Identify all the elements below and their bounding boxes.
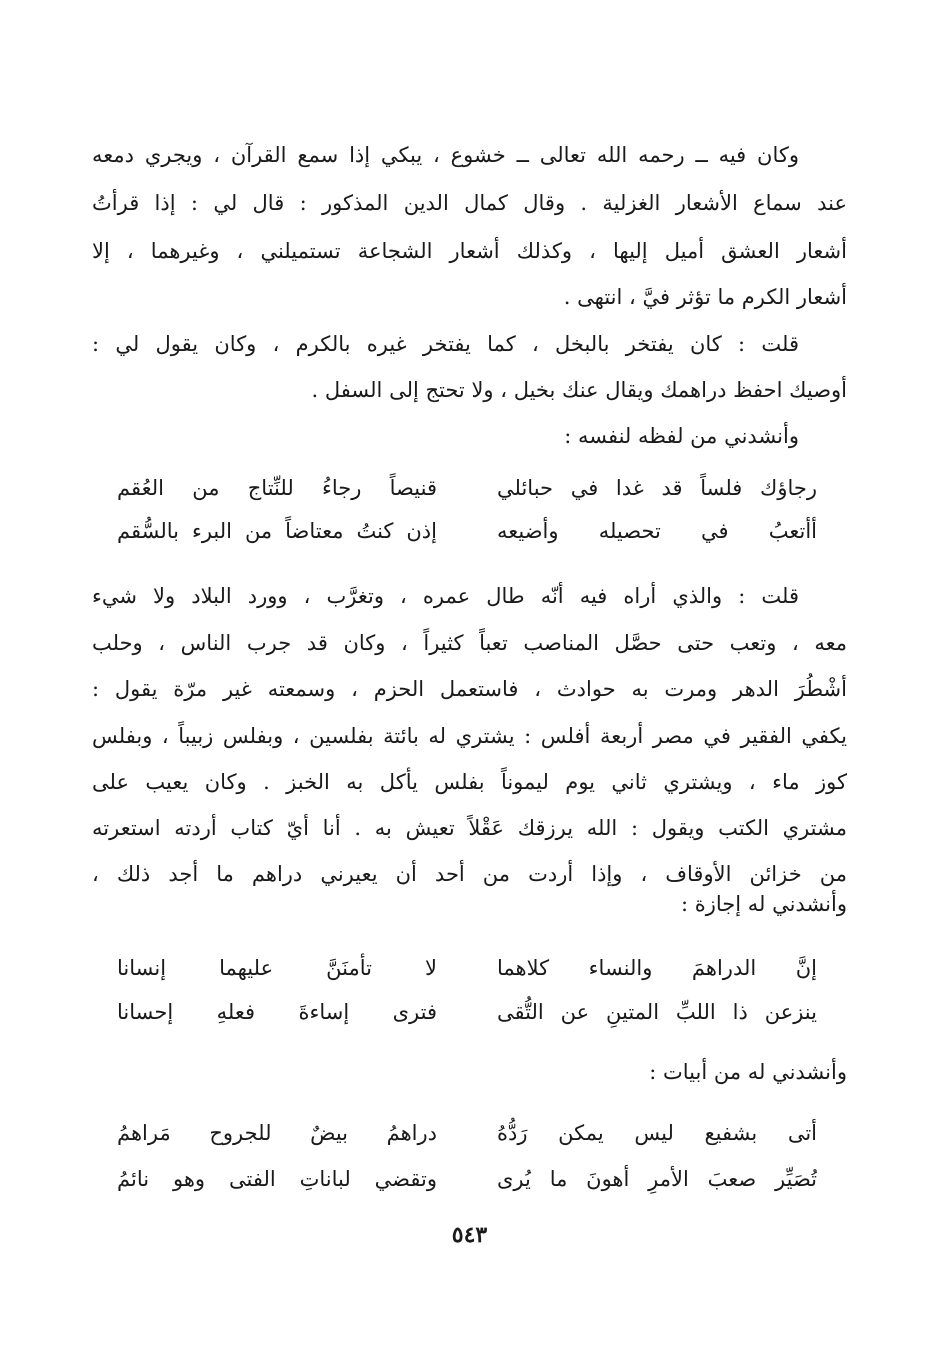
text-line: قلت : والذي أراه فيه أنّه طال عمره ، وتغرَّب ، وورد البلاد ولا شيء bbox=[92, 584, 799, 608]
poem-verse bbox=[117, 465, 817, 511]
hemistich-first: ينزعن ذا اللبِّ المتينِ عن التُّقى bbox=[497, 1000, 817, 1024]
hemistich-first: تُصَيِّر صعبَ الأمرِ أهونَ ما يُرى bbox=[497, 1167, 817, 1191]
text-line: أشعار العشق أميل إليها ، وكذلك أشعار الشجاعة تستميلني ، وغيرهما ، إلا bbox=[92, 239, 847, 263]
text-line: معه ، وتعب حتى حصَّل المناصب تعباً كثيراً ، وكان قد جرب الناس ، وحلب bbox=[92, 631, 847, 655]
hemistich-second: إذن كنتُ معتاضاً من البرء بالسُّقم bbox=[117, 519, 437, 543]
text-line: وأنشدني من لفظه لنفسه : bbox=[564, 424, 799, 448]
hemistich-second: لا تأمنَنَّ عليهما إنسانا bbox=[117, 956, 437, 980]
text-line: كوز ماء ، ويشتري ثاني يوم ليموناً بفلس يأكل به الخبز . وكان يعيب على bbox=[92, 770, 847, 794]
page-number: ٥٤٣ bbox=[451, 1222, 488, 1248]
text-line: أشْطُرَ الدهر ومرت به حوادث ، فاستعمل الحزم ، وسمعته غير مرّة يقول : bbox=[92, 677, 847, 701]
hemistich-first: أأتعبُ في تحصيله وأضيعه bbox=[497, 519, 817, 543]
hemistich-first: أتى بشفيع ليس يمكن رَدُّهُ bbox=[497, 1121, 817, 1145]
hemistich-second: قنيصاً رجاءُ للنِّتاج من العُقم bbox=[117, 476, 437, 500]
text-line: قلت : كان يفتخر بالبخل ، كما يفتخر غيره بالكرم ، وكان يقول لي : bbox=[92, 332, 799, 356]
text-line: وأنشدني له إجازة : bbox=[680, 892, 847, 916]
hemistich-second: دراهمُ بيضٌ للجروح مَراهمُ bbox=[117, 1121, 437, 1145]
poem-verse bbox=[117, 989, 817, 1035]
text-line: أوصيك احفظ دراهمك ويقال عنك بخيل ، ولا تحتج إلى السفل . bbox=[311, 378, 847, 402]
text-line: وأنشدني له من أبيات : bbox=[649, 1060, 847, 1084]
text-line: يكفي الفقير في مصر أربعة أفلس : يشتري له بائتة بفلسين ، وبفلس زبيباً ، وبفلس bbox=[92, 724, 847, 748]
text-line: عند سماع الأشعار الغزلية . وقال كمال الدين المذكور : قال لي : إذا قرأتُ bbox=[92, 191, 847, 215]
hemistich-second: فترى إساءةَ فعلهِ إحسانا bbox=[117, 1000, 437, 1024]
text-line: من خزائن الأوقاف ، وإذا أردت من أحد أن يعيرني دراهم ما أجد ذلك ، bbox=[92, 862, 847, 886]
hemistich-first: إنَّ الدراهمَ والنساء كلاهما bbox=[497, 956, 817, 980]
text-line: وكان فيه ــ رحمه الله تعالى ــ خشوع ، يبكي إذا سمع القرآن ، ويجري دمعه bbox=[92, 143, 799, 167]
text-line: مشتري الكتب ويقول : الله يرزقك عَقْلاً تعيش به . أنا أيّ كتاب أردته استعرته bbox=[92, 816, 847, 840]
poem-verse bbox=[117, 1156, 817, 1202]
poem-verse bbox=[117, 1110, 817, 1156]
poem-verse bbox=[117, 508, 817, 554]
hemistich-first: رجاؤك فلساً قد غدا في حبائلي bbox=[497, 476, 817, 500]
poem-verse bbox=[117, 945, 817, 991]
text-line: أشعار الكرم ما تؤثر فيَّ ، انتهى . bbox=[563, 285, 847, 309]
hemistich-second: وتقضي لباناتِ الفتى وهو نائمُ bbox=[117, 1167, 437, 1191]
